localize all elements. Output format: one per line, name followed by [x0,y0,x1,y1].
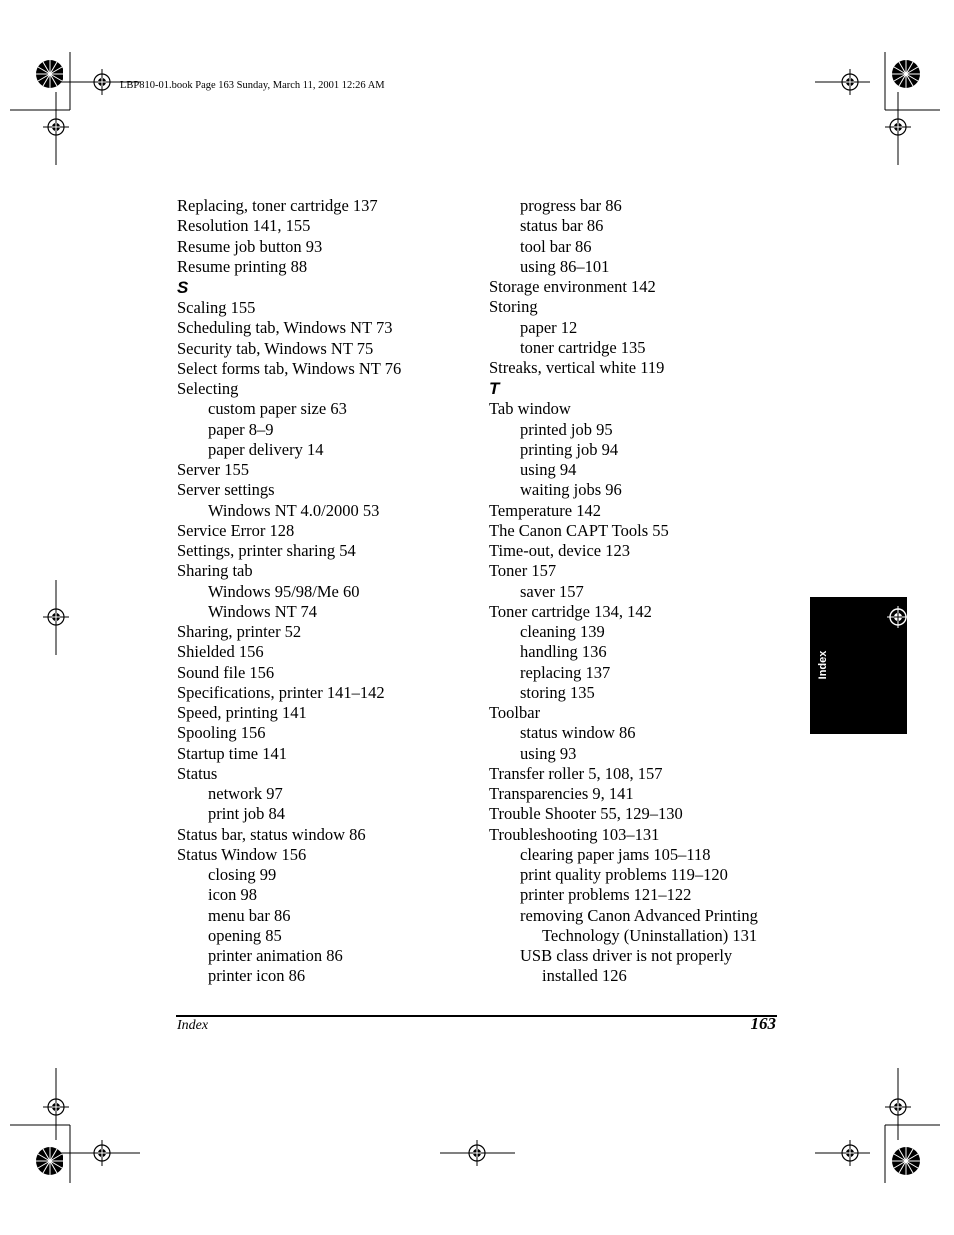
index-entry: Service Error 128 [177,520,295,540]
index-column-left [177,196,477,987]
index-subentry: printing job 94 [520,439,619,459]
index-subentry: printed job 95 [520,419,613,439]
index-entry: Server settings [177,480,275,500]
index-subentry: installed 126 [542,966,627,986]
index-entry: Selecting [177,379,239,398]
index-subentry: clearing paper jams 105–118 [520,844,711,864]
index-subentry: tool bar 86 [520,236,592,256]
index-subentry: network 97 [208,784,283,803]
index-entry: Toner 157 [489,561,557,581]
index-subentry: print quality problems 119–120 [520,865,728,884]
index-subentry: waiting jobs 96 [520,480,622,500]
index-subentry: printer animation 86 [208,946,343,965]
index-entry: The Canon CAPT Tools 55 [489,520,669,540]
index-subentry: handling 136 [520,642,607,662]
index-subentry: Windows 95/98/Me 60 [208,581,360,601]
index-entry: Status Window 156 [177,844,307,864]
registration-mark-icon [886,605,910,629]
index-subentry: saver 157 [520,581,584,601]
index-subentry: toner cartridge 135 [520,337,646,357]
index-entry: Temperature 142 [489,500,602,520]
index-subentry: status window 86 [520,723,636,743]
index-entry: Trouble Shooter 55, 129–130 [489,804,683,824]
index-subentry: opening 85 [208,925,282,945]
index-entry: Sharing, printer 52 [177,622,302,641]
index-entry: Scheduling tab, Windows NT 73 [177,318,393,338]
index-entry: Startup time 141 [177,743,287,763]
index-subentry: cleaning 139 [520,622,605,641]
index-subentry: paper 8–9 [208,419,274,439]
index-entry: Security tab, Windows NT 75 [177,338,374,358]
index-subentry: custom paper size 63 [208,399,347,419]
index-subentry: print job 84 [208,804,285,824]
index-entry: Resume job button 93 [177,236,323,256]
index-subentry: using 94 [520,460,577,479]
index-entry: Server 155 [177,460,249,479]
index-entry: Storing [489,297,538,317]
index-entry: Transfer roller 5, 108, 157 [489,763,663,783]
index-entry: Speed, printing 141 [177,703,307,722]
index-subentry: USB class driver is not properly [520,946,733,965]
footer-section-label: Index [177,1018,209,1033]
index-subentry: paper delivery 14 [208,439,324,459]
index-subentry: replacing 137 [520,662,611,682]
index-letter-heading: S [177,278,189,297]
index-entry: Toolbar [489,703,541,722]
index-subentry: Windows NT 74 [208,601,318,621]
index-subentry: Windows NT 4.0/2000 53 [208,500,380,520]
index-entry: Shielded 156 [177,642,264,662]
index-entry: Tab window [489,399,571,419]
index-subentry: printer icon 86 [208,966,306,986]
index-subentry: printer problems 121–122 [520,885,692,905]
footer-rule [176,1015,777,1017]
index-subentry: using 86–101 [520,256,610,276]
index-entry: Time-out, device 123 [489,541,630,560]
index-entry: Transparencies 9, 141 [489,784,634,803]
index-entry: Spooling 156 [177,723,266,743]
page-number: 163 [750,1014,776,1033]
index-subentry: storing 135 [520,682,595,702]
index-entry: Settings, printer sharing 54 [177,541,356,560]
index-entry: Streaks, vertical white 119 [489,358,665,377]
index-entry: Status [177,763,218,783]
index-letter-heading: T [489,379,500,399]
index-entry: Select forms tab, Windows NT 76 [177,358,402,378]
index-entry: Toner cartridge 134, 142 [489,601,652,621]
index-subentry: Technology (Uninstallation) 131 [542,925,758,945]
index-subentry: using 93 [520,743,577,763]
index-entry: Sound file 156 [177,662,275,682]
index-entry: Status bar, status window 86 [177,824,366,844]
thumb-tab-label: Index [817,650,829,680]
index-subentry: closing 99 [208,865,277,884]
index-subentry: paper 12 [520,317,578,337]
index-subentry: status bar 86 [520,216,604,236]
index-entry: Scaling 155 [177,298,256,317]
index-entry: Resume printing 88 [177,256,308,276]
print-slug: LBP810-01.book Page 163 Sunday, March 11, 2001 12:26 AM [120,80,385,91]
index-subentry: icon 98 [208,885,258,905]
index-entry: Replacing, toner cartridge 137 [177,196,378,215]
index-entry: Resolution 141, 155 [177,216,311,236]
index-entry: Specifications, printer 141–142 [177,682,385,702]
index-column-right [489,196,789,987]
index-entry: Troubleshooting 103–131 [489,824,660,844]
index-subentry: removing Canon Advanced Printing [520,905,758,925]
index-entry: Storage environment 142 [489,277,656,296]
index-entry: Sharing tab [177,561,253,581]
index-subentry: menu bar 86 [208,905,291,925]
index-subentry: progress bar 86 [520,196,622,215]
